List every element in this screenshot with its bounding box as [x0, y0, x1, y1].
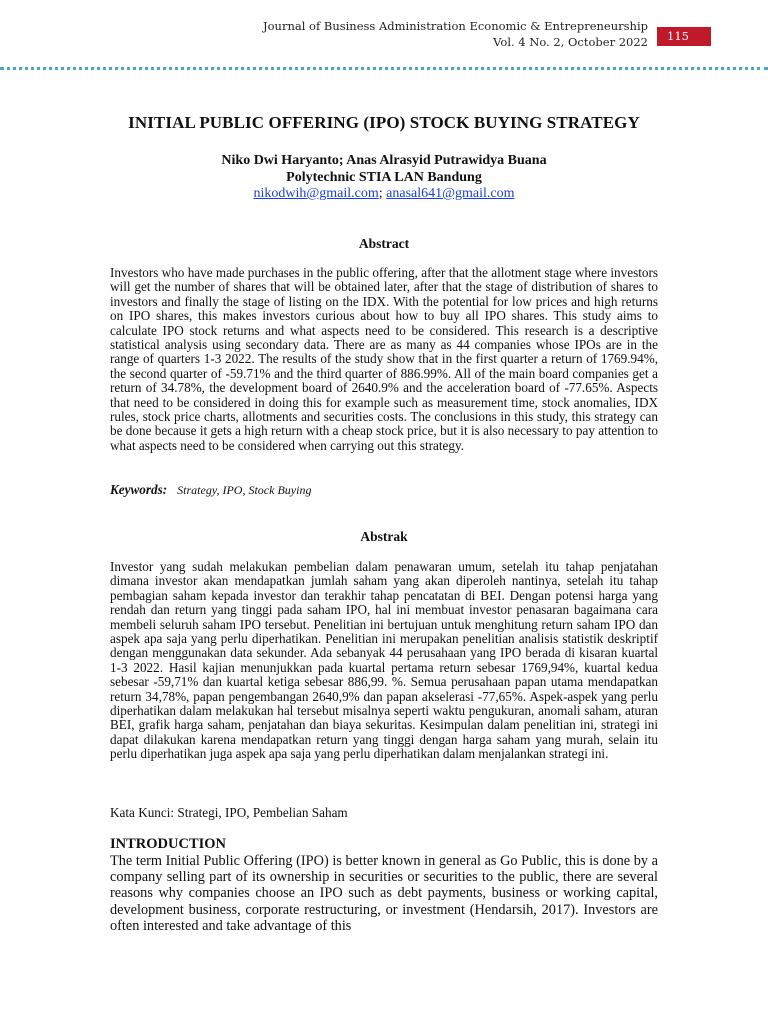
page-number-badge: 115 [657, 27, 711, 46]
dotted-divider [0, 67, 768, 70]
paper-title: INITIAL PUBLIC OFFERING (IPO) STOCK BUYING STRATEGY [128, 113, 640, 132]
authors: Niko Dwi Haryanto; Anas Alrasyid Putrawidya Buana [221, 153, 547, 168]
abstrak-body: Investor yang sudah melakukan pembelian dalam penawaran umum, setelah itu tahap penjatahan dimana investor akan mendapatkan jumlah saham yang akan diperoleh nantinya, setelah itu tahap pembagian saham kepada investor dan terakhir tahap pencatatan di BEI. Dengan potensi harga yang rendah dan return yang tinggi pada saham IPO, hal ini membuat investor penasaran bagaimana cara membeli seluruh saham IPO tersebut. Penelitian ini bertujuan untuk menghitung return saham IPO dan aspek apa saja yang perlu diperhatikan. Penelitian ini merupakan penelitian analisis statistik deskriptif dengan menggunakan data sekunder. Ada sebanyak 44 perusahaan yang IPO berada di kisaran kuartal 1-3 2022. Hasil kajian menunjukkan pada kuartal pertama return sebesar 1769,94%, kuartal kedua sebesar -59,71% dan kuartal ketiga sebesar 886,99. %. Semua perusahaan papan utama mendapatkan return 34,78%, papan pengembangan 2640,9% dan papan akselerasi -77,65%. Aspek-aspek yang perlu diperhatikan dalam melakukan hal tersebut misalnya seperti waktu pengukuran, anomali saham, aturan BEI, grafik harga saham, penjatahan dan biaya sekuritas. Kesimpulan dalam penelitian ini, strategi ini dapat dilakukan karena mendapatkan return yang tinggi dengan harga saham yang murah, selain itu perlu diperhatikan juga aspek apa saja yang perlu diperhatikan dalam menjalankan strategi ini. [110, 559, 658, 762]
author-block [0, 152, 768, 186]
email-line [0, 186, 768, 202]
journal-issue: Vol. 4 No. 2, October 2022 [493, 35, 648, 49]
email-link-2[interactable]: anasal641@gmail.com [386, 186, 515, 201]
running-header [263, 18, 648, 50]
abstrak-heading: Abstrak [360, 529, 408, 544]
kata-kunci: Kata Kunci: Strategi, IPO, Pembelian Saham [110, 805, 348, 820]
journal-name: Journal of Business Administration Economic & Entrepreneurship [263, 19, 648, 33]
affiliation: Polytechnic STIA LAN Bandung [286, 170, 482, 185]
introduction-heading: INTRODUCTION [110, 836, 227, 852]
abstract-body: Investors who have made purchases in the public offering, after that the allotment stage where investors will get the number of shares that will be obtained later, after that the stage of distribution of shares to investors and finally the stage of listing on the IDX. With the potential for low prices and high returns on IPO shares, this makes investors curious about how to buy all IPO shares. This study aims to calculate IPO stock returns and what aspects need to be considered. This research is a descriptive statistical analysis using secondary data. There are as many as 44 companies whose IPOs are in the range of quarters 1-3 2022. The results of the study show that in the first quarter a return of 1769.94%, the second quarter of -59.71% and the third quarter of 886.99%. All of the main board companies get a return of 34.78%, the development board of 2640.9% and the acceleration board of -77.65%. Aspects that need to be considered in doing this for example such as measurement time, stock anomalies, IDX rules, stock price charts, allotments and securities costs. The conclusions in this study, this strategy can be done because it gets a high return with a cheap stock price, but it is also necessary to pay attention to what aspects need to be considered when carrying out this strategy. [110, 265, 658, 453]
email-separator: ; [378, 186, 387, 201]
email-link-1[interactable]: nikodwih@gmail.com [253, 186, 379, 201]
introduction-body: The term Initial Public Offering (IPO) is better known in general as Go Public, this is done by a company selling part of its ownership in securities or securities to the public, there are several reasons why companies choose an IPO such as debt payments, business or working capital, development business, corporate restructuring, or investment (Hendarsih, 2017). Investors are often interested and take advantage of this [110, 853, 658, 934]
keywords-value: Strategy, IPO, Stock Buying [177, 483, 312, 497]
abstract-heading: Abstract [358, 236, 410, 251]
keywords-line [110, 482, 311, 498]
keywords-label: Keywords: [110, 482, 168, 497]
